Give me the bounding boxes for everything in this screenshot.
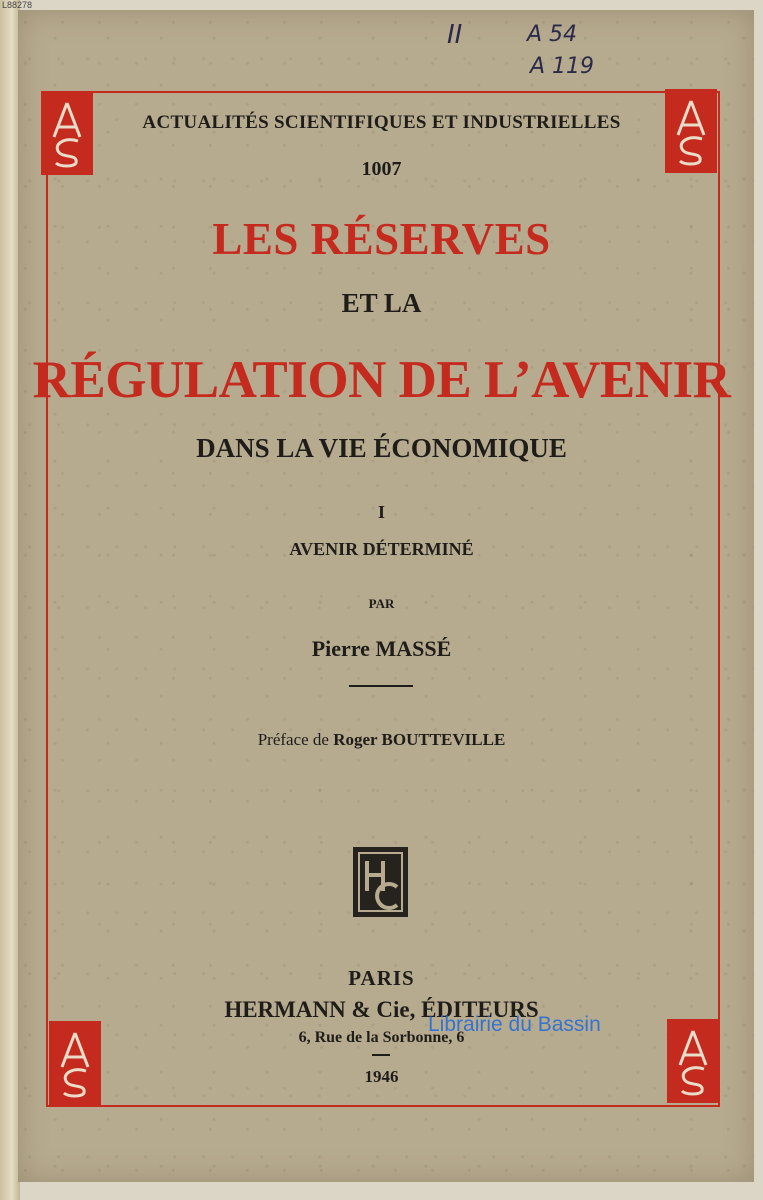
handwritten-call-number-2: A 119 xyxy=(530,54,595,79)
handwritten-volume-mark: II xyxy=(447,20,463,50)
handwritten-call-number-1: A 54 xyxy=(527,22,578,47)
volume-number: I xyxy=(377,502,385,522)
publisher-name: HERMANN & Cie, ÉDITEURS xyxy=(224,997,539,1022)
spine-label: L88278 xyxy=(2,0,33,10)
author-divider xyxy=(349,685,413,687)
series-number: 1007 xyxy=(361,158,402,180)
hermann-logo-icon xyxy=(353,847,408,917)
watermark: Librairie du Bassin xyxy=(428,1013,601,1036)
publisher-address: 6, Rue de la Sorbonne, 6 xyxy=(298,1029,465,1046)
preface-prefix: Préface de xyxy=(257,730,334,749)
subtitle: DANS LA VIE ÉCONOMIQUE xyxy=(196,433,567,463)
title-line-1: LES RÉSERVES xyxy=(212,214,551,264)
title-line-2: RÉGULATION DE L’AVENIR xyxy=(32,351,731,409)
by-label: PAR xyxy=(368,596,395,611)
publication-city: PARIS xyxy=(348,966,415,990)
preface-line xyxy=(0,730,763,750)
author-name: Pierre MASSÉ xyxy=(311,636,452,661)
address-divider xyxy=(372,1054,390,1056)
series-title: ACTUALITÉS SCIENTIFIQUES ET INDUSTRIELLES xyxy=(142,112,621,133)
title-conjunction: ET LA xyxy=(341,288,422,318)
preface-author: Roger BOUTTEVILLE xyxy=(333,730,506,749)
volume-title: AVENIR DÉTERMINÉ xyxy=(289,539,474,559)
publication-year: 1946 xyxy=(364,1067,399,1086)
